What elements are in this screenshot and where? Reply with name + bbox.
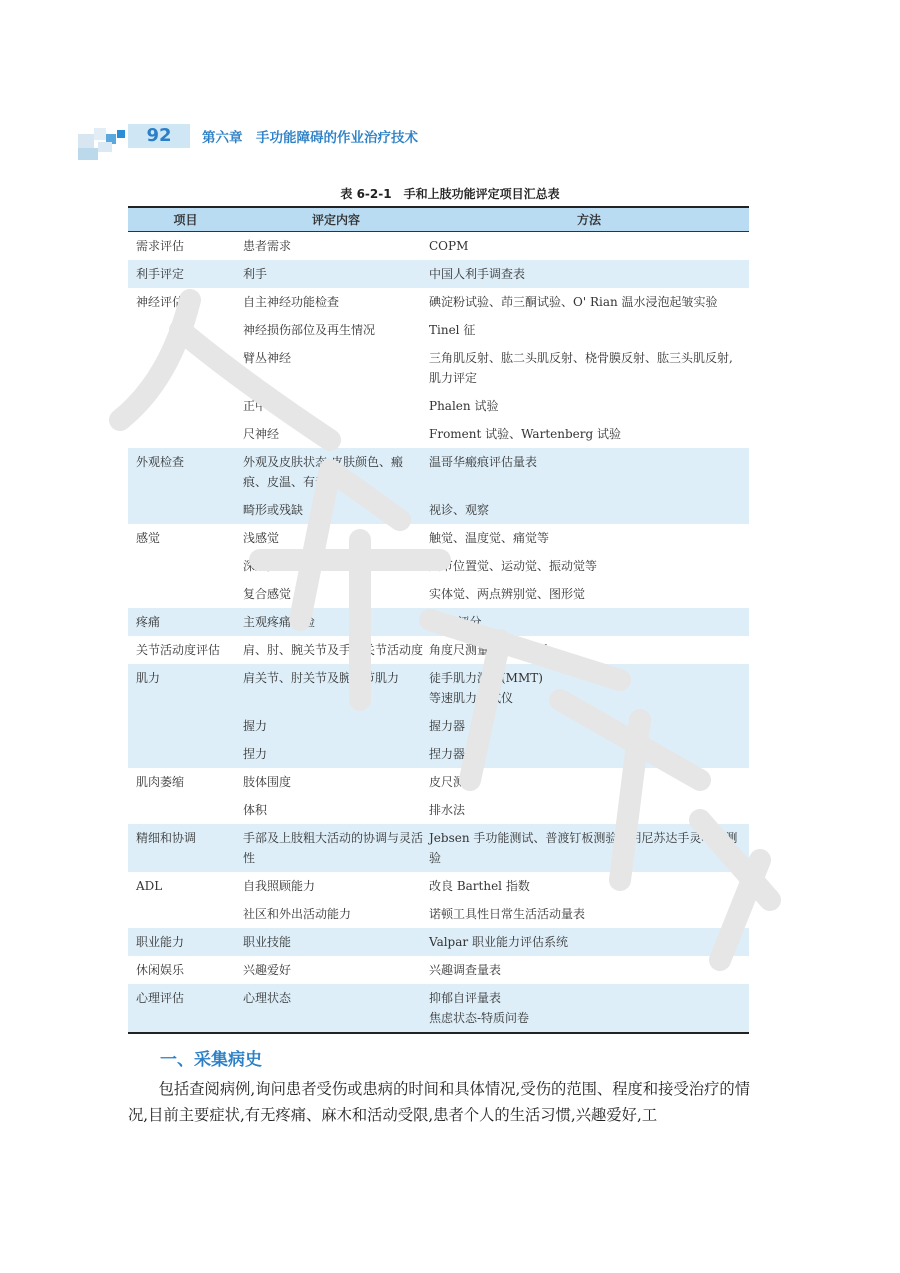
- table-row: [128, 956, 749, 984]
- row-method-cell: 排水法: [429, 803, 466, 817]
- table-row: [128, 900, 749, 928]
- row-item-cell: [128, 552, 243, 580]
- row-content-cell: 自我照顾能力: [243, 879, 316, 893]
- row-method-cell: 触觉、温度觉、痛觉等: [429, 531, 550, 545]
- row-item-cell: [128, 796, 243, 824]
- row-content-cell: 心理状态: [243, 984, 429, 1033]
- row-content-cell: 神经损伤部位及再生情况: [243, 323, 376, 337]
- row-method-cell: 三角肌反射、肱二头肌反射、桡骨膜反射、肱三头肌反射,肌力评定: [429, 351, 733, 385]
- table-row: [128, 496, 749, 524]
- row-item-cell: 需求评估: [136, 239, 185, 253]
- table-row: [128, 392, 749, 420]
- row-content-cell: 主观疼痛体验: [243, 608, 429, 636]
- row-item-cell: [128, 496, 243, 524]
- table-row: [128, 448, 749, 496]
- row-method-cell: 实体觉、两点辨别觉、图形觉: [429, 587, 586, 601]
- row-item-cell: 利手评定: [128, 260, 243, 288]
- table-row: [128, 636, 749, 664]
- table-row: [128, 712, 749, 740]
- row-method-cell: Tinel 征: [429, 323, 476, 337]
- body-paragraph: 包括查阅病例,询问患者受伤或患病的时间和具体情况,受伤的范围、程度和接受治疗的情况,目前主要症状,有无疼痛、麻木和活动受限,患者个人的生活习惯,兴趣爱好,工: [128, 1080, 750, 1124]
- row-method-cell: 角度尺测量、仪器测量: [429, 643, 550, 657]
- table-row: [128, 580, 749, 608]
- row-method-cell: 捏力器: [429, 740, 749, 768]
- row-method-cell: 改良 Barthel 指数: [429, 879, 530, 893]
- row-content-cell: 复合感觉: [243, 587, 292, 601]
- table-row: [128, 984, 749, 1033]
- table-row: [128, 768, 749, 796]
- assessment-table: [128, 206, 749, 1034]
- row-content-cell: 自主神经功能检查: [243, 295, 340, 309]
- row-item-cell: [128, 580, 243, 608]
- row-method-cell: 视诊、观察: [429, 496, 749, 524]
- row-item-cell: 关节活动度评估: [136, 643, 221, 657]
- row-method-cell: 碘淀粉试验、茚三酮试验、O' Rian 温水浸泡起皱实验: [429, 295, 718, 309]
- table-row: [128, 740, 749, 768]
- row-item-cell: [128, 392, 243, 420]
- row-content-cell: 社区和外出活动能力: [243, 907, 352, 921]
- table-row: [128, 796, 749, 824]
- table-row: [128, 420, 749, 448]
- row-item-cell: [128, 316, 243, 344]
- row-content-cell: 畸形或残缺: [243, 496, 429, 524]
- row-item-cell: 休闲娱乐: [136, 963, 185, 977]
- row-item-cell: [128, 344, 243, 392]
- page-number: 92: [146, 125, 172, 146]
- row-content-cell: 外观及皮肤状态:皮肤颜色、瘢痕、皮温、有无萎缩: [243, 448, 429, 496]
- table-row: [128, 524, 749, 552]
- row-method-cell: 徒手肌力测试(MMT) 等速肌力测试仪: [429, 664, 749, 712]
- row-method-cell: VAS 评分: [429, 608, 749, 636]
- row-item-cell: ADL: [136, 879, 163, 893]
- table-row: [128, 824, 749, 872]
- row-item-cell: 肌肉萎缩: [136, 775, 185, 789]
- table-row: [128, 608, 749, 636]
- column-header-content: 评定内容: [243, 207, 429, 232]
- row-method-cell: Valpar 职业能力评估系统: [429, 928, 749, 956]
- row-content-cell: 捏力: [243, 740, 429, 768]
- table-row: [128, 664, 749, 712]
- row-item-cell: 外观检查: [128, 448, 243, 496]
- row-method-cell: COPM: [429, 239, 469, 253]
- row-method-cell: 关节位置觉、运动觉、振动觉等: [429, 559, 598, 573]
- row-content-cell: 患者需求: [243, 239, 292, 253]
- row-method-cell: Phalen 试验: [429, 399, 499, 413]
- table-row: [128, 344, 749, 392]
- row-item-cell: 感觉: [136, 531, 161, 545]
- table-row: [128, 288, 749, 316]
- row-content-cell: 利手: [243, 260, 429, 288]
- row-content-cell: 肩关节、肘关节及腕关节肌力: [243, 664, 429, 712]
- row-item-cell: 肌力: [128, 664, 243, 712]
- row-method-cell: 中国人利手调查表: [429, 260, 749, 288]
- row-method-cell: 兴趣调查量表: [429, 963, 502, 977]
- row-content-cell: 兴趣爱好: [243, 963, 292, 977]
- table-row: [128, 552, 749, 580]
- row-method-cell: 皮尺测量: [429, 775, 478, 789]
- table-row: [128, 928, 749, 956]
- row-content-cell: 浅感觉: [243, 531, 280, 545]
- row-method-cell: 温哥华瘢痕评估量表: [429, 448, 749, 496]
- row-content-cell: 肩、肘、腕关节及手指关节活动度: [243, 643, 424, 657]
- column-header-method: 方法: [429, 207, 749, 232]
- row-content-cell: 握力: [243, 712, 429, 740]
- row-content-cell: 手部及上肢粗大活动的协调与灵活性: [243, 824, 429, 872]
- row-content-cell: 尺神经: [243, 427, 280, 441]
- table-caption: 表 6-2-1 手和上肢功能评定项目汇总表: [340, 187, 560, 201]
- row-method-cell: Jebsen 手功能测试、普渡钉板测验、明尼苏达手灵巧度测验: [429, 824, 749, 872]
- section-heading: 一、采集病史: [160, 1050, 262, 1070]
- table-row: [128, 316, 749, 344]
- row-content-cell: 深感觉: [243, 559, 280, 573]
- column-header-item: 项目: [128, 207, 243, 232]
- row-item-cell: 心理评估: [128, 984, 243, 1033]
- table-header-row: [128, 207, 749, 232]
- row-item-cell: [128, 900, 243, 928]
- row-content-cell: 臂丛神经: [243, 351, 292, 365]
- row-item-cell: [128, 740, 243, 768]
- row-item-cell: 神经评估: [136, 295, 185, 309]
- row-item-cell: 疼痛: [128, 608, 243, 636]
- row-item-cell: 精细和协调: [128, 824, 243, 872]
- table-row: [128, 872, 749, 900]
- row-content-cell: 体积: [243, 803, 268, 817]
- row-content-cell: 肢体围度: [243, 775, 292, 789]
- row-item-cell: [128, 712, 243, 740]
- row-method-cell: Froment 试验、Wartenberg 试验: [429, 427, 621, 441]
- row-item-cell: [128, 420, 243, 448]
- table-row: [128, 232, 749, 261]
- chapter-title: 第六章 手功能障碍的作业治疗技术: [202, 130, 418, 146]
- row-method-cell: 握力器: [429, 712, 749, 740]
- table-row: [128, 260, 749, 288]
- row-content-cell: 职业技能: [243, 928, 429, 956]
- row-content-cell: 正中神经: [243, 399, 292, 413]
- row-method-cell: 诺顿工具性日常生活活动量表: [429, 907, 586, 921]
- table-body: [128, 232, 749, 1034]
- row-item-cell: 职业能力: [128, 928, 243, 956]
- row-method-cell: 抑郁自评量表 焦虑状态-特质问卷: [429, 984, 749, 1033]
